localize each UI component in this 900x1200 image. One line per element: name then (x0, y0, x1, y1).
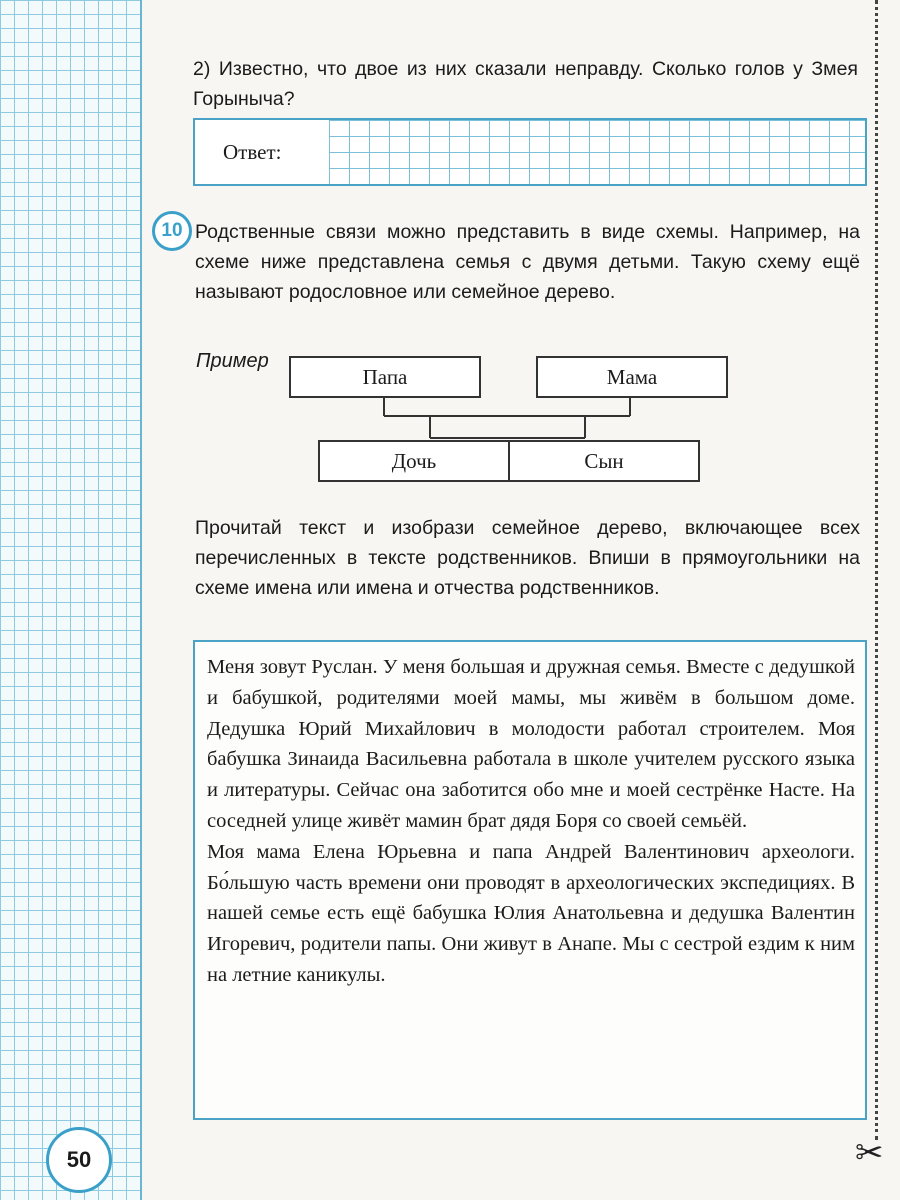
story-text (207, 652, 855, 991)
tree-box-daughter: Дочь (318, 440, 510, 482)
page-number: 50 (46, 1127, 112, 1193)
task-10-instruction: Прочитай текст и изобрази семейное дерево, включающее всех перечисленных в тексте родственников. Впиши в прямоугольники на схеме имена или имена и отчества родственников. (195, 517, 860, 599)
task-10-intro: Родственные связи можно представить в виде схемы. Например, на схеме ниже представлена семья с двумя детьми. Такую схему ещё называют родословное или семейное дерево. (195, 221, 860, 303)
example-label: Пример (196, 350, 269, 372)
tree-box-mother: Мама (536, 356, 728, 398)
story-box (193, 640, 867, 1120)
tree-connectors (0, 0, 900, 500)
tree-box-father: Папа (289, 356, 481, 398)
tree-box-son: Сын (508, 440, 700, 482)
scissors-icon: ✂ (855, 1134, 884, 1172)
story-paragraph-1: Меня зовут Руслан. У меня большая и дружная семья. Вместе с дедушкой и бабушкой, родителями моей мамы, мы живём в большом доме. Дедушка Юрий Михайлович в молодости работал строителем. Моя бабушка Зинаида Васильевна работала в школе учителем русского языка и литературы. Сейчас она заботится обо мне и моей сестрёнке Насте. На соседней улице живёт мамин брат дядя Боря со своей семьёй. (207, 656, 855, 832)
answer-label: Ответ: (223, 140, 282, 164)
question-2-text: 2) Известно, что двое из них сказали неправду. Сколько голов у Змея Горыныча? (193, 58, 858, 110)
task-number-badge: 10 (152, 211, 192, 251)
story-paragraph-2: Моя мама Елена Юрьевна и папа Андрей Валентинович археологи. Бо́льшую часть времени они проводят в археологических экспедициях. В нашей семье есть ещё бабушка Юлия Анатольевна и дедушка Валентин Игоревич, родители папы. Они живут в Анапе. Мы с сестрой ездим к ним на летние каникулы. (207, 840, 855, 986)
